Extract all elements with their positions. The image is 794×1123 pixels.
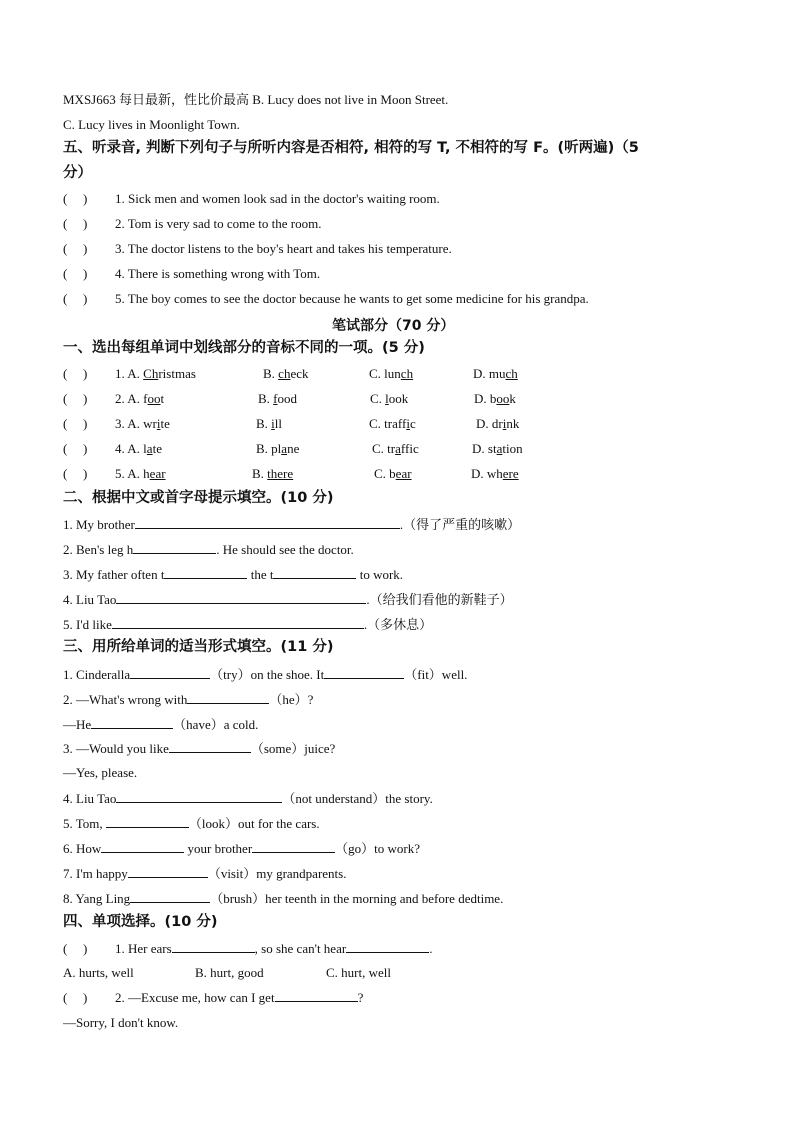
answer-blank[interactable] (275, 989, 358, 1002)
option-c: C. bear (374, 466, 412, 481)
answer-blank[interactable] (116, 790, 282, 803)
choice-option-b: B. hurt, good (195, 965, 264, 980)
listening-item: ( ) 4. There is something wrong with Tom. (63, 266, 321, 281)
answer-blank[interactable] (273, 566, 356, 579)
choice-question-2-reply: —Sorry, I don't know. (63, 1015, 179, 1030)
form-question-6: 6. How your brother （go）to work? (63, 841, 421, 856)
section-5-title: 五、听录音, 判断下列句子与所听内容是否相符, 相符的写 T, 不相符的写 F。(听两遍)（5 (63, 140, 639, 156)
option-c: C. look (370, 391, 409, 406)
answer-blank[interactable] (252, 840, 335, 853)
section-2-title: 二、根据中文或首字母提示填空。(10 分) (63, 490, 334, 506)
answer-blank[interactable] (116, 591, 366, 604)
option-c: C. traffic (369, 416, 416, 431)
form-question-3: 3. —Would you like （some）juice? (63, 741, 336, 756)
section-4-title: 四、单项选择。(10 分) (63, 914, 218, 930)
form-question-3-answer: —Yes, please. (63, 765, 138, 780)
form-question-7: 7. I'm happy （visit）my grandparents. (63, 866, 347, 881)
listening-item: ( ) 5. The boy comes to see the doctor because he wants to get some medicine for his grandpa. (63, 291, 589, 306)
option-b: B. check (263, 366, 309, 381)
option-c: C. lunch (369, 366, 414, 381)
answer-blank[interactable] (324, 666, 404, 679)
answer-blank[interactable] (112, 616, 364, 629)
section-1-title: 一、选出每组单词中划线部分的音标不同的一项。(5 分) (63, 340, 425, 356)
answer-blank[interactable] (172, 940, 255, 953)
fill-question-4: 4. Liu Tao .（给我们看他的新鞋子） (63, 592, 513, 607)
fill-question-2: 2. Ben's leg h . He should see the doctor. (63, 542, 354, 557)
fill-question-5: 5. I'd like .（多休息） (63, 617, 433, 632)
phonics-row: ( ) 4. A. late (63, 441, 162, 456)
choice-option-c: C. hurt, well (326, 965, 391, 980)
choice-option-a: A. hurts, well (63, 965, 134, 980)
option-b: B. plane (256, 441, 300, 456)
answer-blank[interactable] (101, 840, 184, 853)
fill-question-1: 1. My brother .（得了严重的咳嗽） (63, 517, 521, 532)
answer-blank[interactable] (346, 940, 429, 953)
listening-item: ( ) 2. Tom is very sad to come to the room. (63, 216, 322, 231)
fill-question-3: 3. My father often t the t to work. (63, 567, 404, 582)
choice-question-1: ( ) 1. Her ears , so she can't hear . (63, 941, 433, 956)
form-question-5: 5. Tom, （look）out for the cars. (63, 816, 320, 831)
listening-item: ( ) 3. The doctor listens to the boy's heart and takes his temperature. (63, 241, 452, 256)
answer-blank[interactable] (128, 865, 208, 878)
answer-blank[interactable] (130, 666, 210, 679)
answer-blank[interactable] (91, 716, 173, 729)
answer-blank[interactable] (187, 691, 269, 704)
option-b: B. there (252, 466, 294, 481)
written-part-title: 笔试部分（70 分） (332, 318, 455, 334)
answer-blank[interactable] (133, 541, 216, 554)
form-question-4: 4. Liu Tao （not understand）the story. (63, 791, 433, 806)
phonics-row: ( ) 3. A. write (63, 416, 170, 431)
section-5-title-cont: 分） (63, 165, 92, 181)
option-d: D. book (474, 391, 516, 406)
option-d: D. where (471, 466, 519, 481)
option-d: D. station (472, 441, 523, 456)
form-question-1: 1. Cinderalla （try）on the shoe. It （fit）well. (63, 667, 468, 682)
option-d: D. much (473, 366, 518, 381)
answer-blank[interactable] (164, 566, 247, 579)
form-question-2: 2. —What's wrong with （he）? (63, 692, 314, 707)
form-question-2-answer: —He （have）a cold. (63, 717, 259, 732)
section-3-title: 三、用所给单词的适当形式填空。(11 分) (63, 639, 334, 655)
intro-line-1: MXSJ663 每日最新，性比价最高 B. Lucy does not live in Moon Street. (63, 92, 449, 107)
phonics-row: ( ) 2. A. foot (63, 391, 165, 406)
answer-blank[interactable] (135, 516, 400, 529)
option-b: B. ill (256, 416, 283, 431)
phonics-row: ( ) 5. A. hear (63, 466, 166, 481)
answer-blank[interactable] (130, 890, 210, 903)
choice-question-2: ( ) 2. —Excuse me, how can I get ? (63, 990, 364, 1005)
intro-line-2: C. Lucy lives in Moonlight Town. (63, 117, 240, 132)
answer-blank[interactable] (106, 815, 189, 828)
option-d: D. drink (476, 416, 520, 431)
option-c: C. traffic (372, 441, 419, 456)
listening-item: ( ) 1. Sick men and women look sad in the doctor's waiting room. (63, 191, 440, 206)
phonics-row: ( ) 1. A. Christmas (63, 366, 196, 381)
answer-blank[interactable] (169, 740, 251, 753)
form-question-8: 8. Yang Ling （brush）her teenth in the morning and before dedtime. (63, 891, 504, 906)
option-b: B. food (258, 391, 298, 406)
